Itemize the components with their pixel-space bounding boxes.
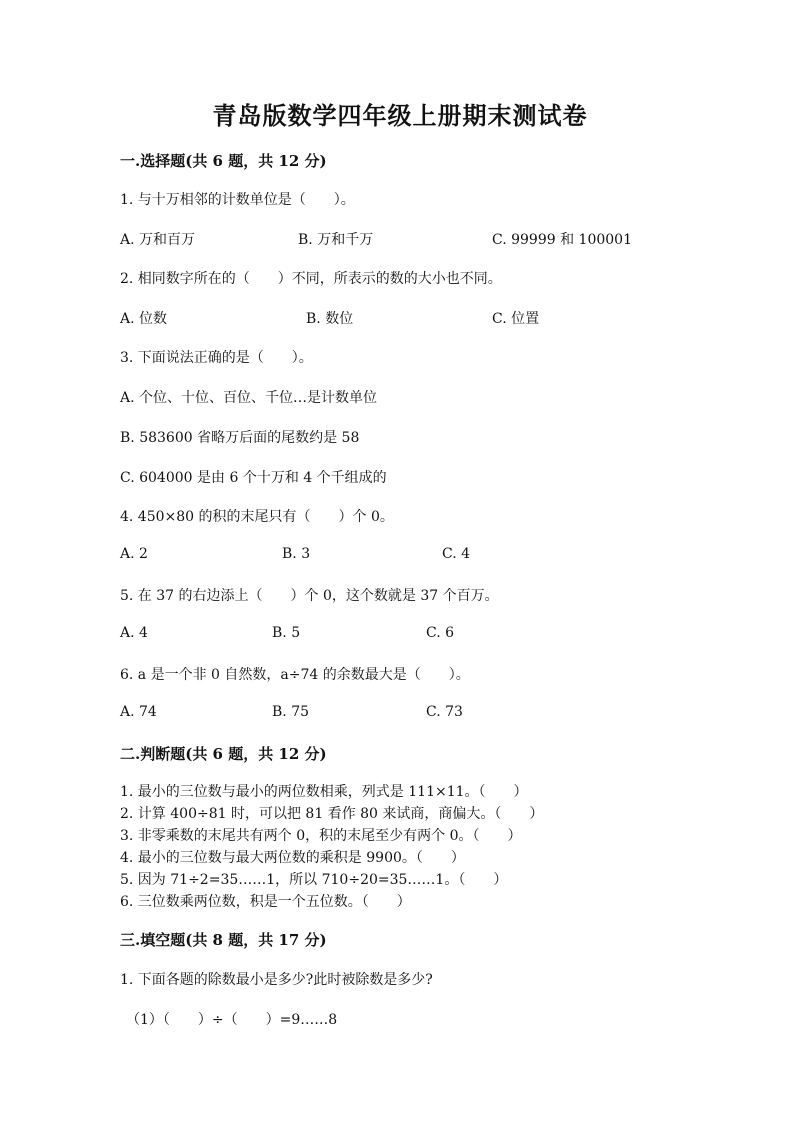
option-c: C. 4 (442, 546, 471, 562)
question-2: 2. 相同数字所在的（ ）不同，所表示的数的大小也不同。 (120, 271, 502, 287)
question-6: 6. a 是一个非 0 自然数，a÷74 的余数最大是（ ）。 (120, 667, 470, 683)
judgement-item: 3. 非零乘数的末尾共有两个 0，积的末尾至少有两个 0。（ ） (120, 828, 522, 844)
section-heading-multiple-choice: 一.选择题(共 6 题，共 12 分) (120, 152, 327, 170)
fill-question-1: 1. 下面各题的除数最小是多少?此时被除数是多少? (120, 972, 433, 988)
option-c: C. 604000 是由 6 个十万和 4 个千组成的 (120, 470, 387, 486)
question-3: 3. 下面说法正确的是（ ）。 (120, 350, 313, 366)
question-1: 1. 与十万相邻的计数单位是（ ）。 (120, 192, 355, 208)
option-c: C. 6 (426, 625, 455, 641)
option-b: B. 万和千万 (298, 232, 374, 248)
section-heading-fill-in: 三.填空题(共 8 题，共 17 分) (120, 931, 327, 949)
option-c: C. 73 (426, 704, 463, 720)
question-5: 5. 在 37 的右边添上（ ）个 0，这个数就是 37 个百万。 (120, 588, 499, 604)
option-a: A. 位数 (120, 311, 168, 327)
section-heading-true-false: 二.判断题(共 6 题，共 12 分) (120, 745, 327, 763)
option-a: A. 2 (120, 546, 148, 562)
option-c: C. 位置 (492, 311, 540, 327)
option-b: B. 3 (282, 546, 311, 562)
judgement-item: 4. 最小的三位数与最大两位数的乘积是 9900。（ ） (120, 850, 465, 866)
option-a: A. 个位、十位、百位、千位…是计数单位 (120, 390, 378, 406)
option-b: B. 数位 (306, 311, 354, 327)
fill-subquestion: （1）（ ）÷（ ）=9……8 (126, 1012, 338, 1028)
judgement-item: 5. 因为 71÷2=35……1，所以 710÷20=35……1。（ ） (120, 872, 508, 888)
option-b: B. 75 (272, 704, 310, 720)
option-a: A. 万和百万 (120, 232, 196, 248)
option-c: C. 99999 和 100001 (492, 232, 632, 248)
option-b: B. 583600 省略万后面的尾数约是 58 (120, 430, 360, 446)
page-title: 青岛版数学四年级上册期末测试卷 (212, 101, 588, 130)
option-a: A. 74 (120, 704, 157, 720)
judgement-item: 6. 三位数乘两位数，积是一个五位数。（ ） (120, 894, 411, 910)
judgement-item: 2. 计算 400÷81 时，可以把 81 看作 80 来试商，商偏大。（ ） (120, 806, 544, 822)
judgement-item: 1. 最小的三位数与最小的两位数相乘，列式是 111×11。（ ） (120, 784, 528, 800)
option-b: B. 5 (272, 625, 301, 641)
option-a: A. 4 (120, 625, 148, 641)
question-4: 4. 450×80 的积的末尾只有（ ）个 0。 (120, 509, 394, 525)
